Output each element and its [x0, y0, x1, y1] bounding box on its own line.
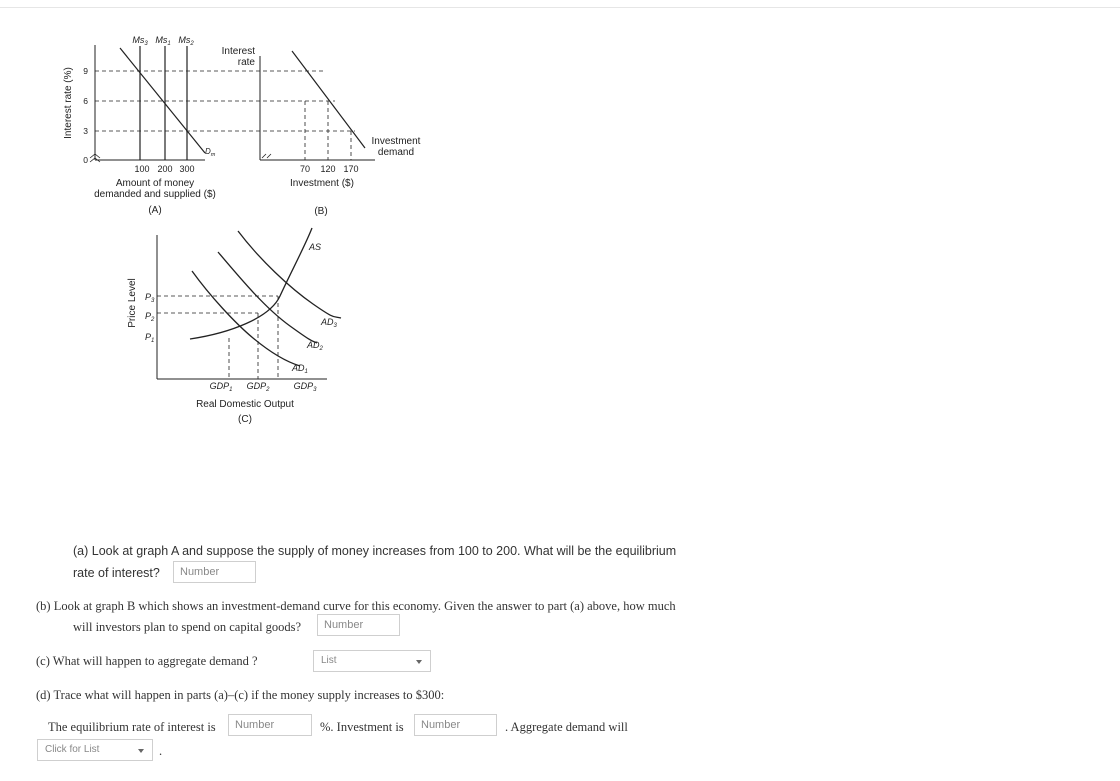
answer-d-select-value: Click for List — [45, 744, 100, 755]
graph-a-grid — [95, 71, 355, 131]
question-d-part1: The equilibrium rate of interest is — [48, 720, 216, 734]
graph-c-as-curve — [190, 228, 312, 339]
graph-c-p3-label: $P_3$ — [145, 292, 155, 304]
answer-d-aggregate-demand-select[interactable] — [37, 739, 153, 761]
graph-a-x-tick: 300 — [179, 164, 195, 174]
chevron-down-icon — [416, 660, 422, 664]
question-d-part3: . Aggregate demand will — [505, 720, 628, 734]
graph-c-y-axis-label: Price Level — [127, 278, 138, 328]
graph-b-x-tick: 120 — [320, 164, 336, 174]
graph-c-ad3-label: $AD_3$ — [321, 317, 337, 329]
graph-c-ad2-label: $AD_2$ — [307, 340, 323, 352]
graph-a-y-tick: 6 — [83, 96, 88, 106]
graph-c-ad3-curve — [238, 231, 341, 318]
graph-c-p1-label: $P_1$ — [145, 332, 155, 344]
graph-c-grid — [157, 296, 278, 379]
chevron-down-icon — [138, 749, 144, 753]
question-a-line1: (a) Look at graph A and suppose the supply of money increases from 100 to 200. What will be the equilibrium — [73, 544, 677, 558]
question-d-text: (d) Trace what will happen in parts (a)–(c) if the money supply increases to $300: — [36, 688, 445, 702]
graph-c-p2-label: $P_2$ — [145, 311, 155, 323]
graph-b-axis-break — [262, 154, 271, 158]
question-b-line1: (b) Look at graph B which shows an investment-demand curve for this economy. Given the answer to part (a) above, how much — [36, 599, 676, 613]
graph-c-x-label: Real Domestic Output — [196, 399, 294, 410]
question-d-end-period: . — [159, 744, 163, 758]
graph-a-y-tick: 3 — [83, 126, 88, 136]
graph-b-x-tick: 70 — [299, 164, 311, 174]
graph-b-curve-label-line1: Investment — [371, 136, 421, 147]
answer-d-interest-rate-input[interactable] — [228, 714, 312, 736]
graph-c-as-label: AS — [308, 242, 322, 252]
graph-a-panel-label: (A) — [148, 205, 162, 216]
graph-c-gdp2-tick: $GDP_2$ — [246, 381, 270, 393]
graph-a-ms3-label: $Ms_3$ — [132, 35, 148, 47]
graph-c-ad1-label: $AD_1$ — [292, 363, 308, 375]
answer-d-investment-input[interactable] — [414, 714, 497, 736]
graph-a-y-tick: 0 — [83, 155, 88, 165]
graph-b-x-label: Investment ($) — [290, 178, 354, 189]
graph-a-dm-label: $D_m$ — [205, 147, 216, 158]
answer-b-investment-input[interactable] — [317, 614, 400, 636]
graph-a-ms1-label: $Ms_1$ — [155, 35, 171, 47]
graph-a-demand-curve — [120, 48, 205, 153]
question-a-line2: rate of interest? — [73, 566, 160, 580]
answer-c-aggregate-demand-select[interactable] — [313, 650, 431, 672]
graph-b-panel-label: (B) — [314, 206, 328, 217]
question-b-line2: will investors plan to spend on capital goods? — [73, 620, 302, 634]
graph-b-y-label-line1: Interest — [221, 46, 255, 57]
graph-a-x-label-line1: Amount of money — [115, 178, 195, 189]
graph-a-x-tick: 200 — [157, 164, 173, 174]
graph-c-gdp1-tick: $GDP_1$ — [209, 381, 233, 393]
graph-a-y-axis-label: Interest rate (%) — [63, 67, 74, 139]
graph-c-gdp3-tick: $GDP_3$ — [293, 381, 317, 393]
graph-c-panel-label: (C) — [238, 414, 252, 425]
graph-a-ms2-label: $Ms_2$ — [178, 35, 194, 47]
top-divider — [0, 7, 1120, 8]
answer-c-select-value: List — [321, 655, 337, 666]
graph-b-drop-lines — [305, 101, 351, 160]
graph-b-x-tick: 170 — [343, 164, 359, 174]
question-c-text: (c) What will happen to aggregate demand ? — [36, 654, 258, 668]
economics-figure — [55, 28, 705, 438]
answer-a-interest-rate-input[interactable] — [173, 561, 256, 583]
graph-b-curve-label-line2: demand — [377, 147, 415, 158]
graph-a-x-label-line2: demanded and supplied ($) — [94, 189, 216, 200]
graph-a-y-tick: 9 — [83, 66, 88, 76]
graph-b-y-label-line2: rate — [237, 57, 255, 68]
graph-b-investment-curve — [292, 51, 365, 148]
graph-a-x-tick: 100 — [134, 164, 150, 174]
question-d-part2: %. Investment is — [320, 720, 404, 734]
